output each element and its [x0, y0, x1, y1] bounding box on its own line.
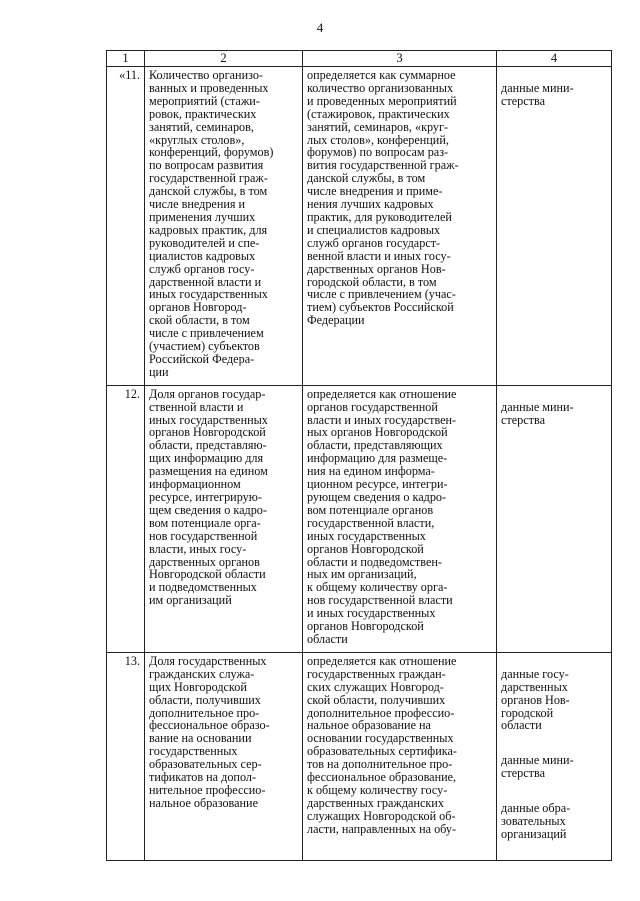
data-source-item: данные мини- стерства — [501, 753, 574, 781]
table-row — [107, 652, 612, 860]
header-cell: 1 — [107, 51, 145, 67]
row-number: «11. — [107, 67, 145, 386]
calculation-method: определяется как отношение органов государственной власти и иных государствен- ных органов Новгородской области, представляющих информацию для размеще- ния на едином информа- ционном ресурсе, интегри- рующем сведения о кадро- вом потенциале органов государственной власти, иных государственных органов Новгородской области и подведомствен- ных им организаций, к общему количеству орга- нов государственной власти и иных государственных органов Новгородской области — [303, 385, 497, 652]
data-source-item: данные обра- зовательных организаций — [501, 800, 571, 841]
table-row — [107, 385, 612, 652]
indicator-name: Количество организо- ванных и проведенных мероприятий (стажи- ровок, практических занятий, семинаров, «круглых столов», конференций, форумов) по вопросам развития государственной граж- данской службы, в том числе внедрения и применения лучших кадровых практик, для руководителей и спе- циалистов кадровых служб органов госу- дарственной власти и иных государственных органов Новгород- ской области, в том числе с привлечением (участием) субъектов Российской Федера- ции — [145, 67, 303, 386]
data-source-item: данные мини- стерства — [501, 399, 574, 427]
header-cell: 4 — [497, 51, 612, 67]
data-source — [497, 67, 612, 386]
indicators-table — [106, 50, 612, 861]
data-source — [497, 652, 612, 860]
table-header-row — [107, 51, 612, 67]
data-source — [497, 385, 612, 652]
calculation-method: определяется как суммарное количество организованных и проведенных мероприятий (стажировок, практических занятий, семинаров, «круг- лых столов», конференций, форумов) по вопросам раз- вития государственной граж- данской службы, в том числе внедрения и приме- нения лучших кадровых практик, для руководителей и специалистов кадровых служб органов государст- венной власти и иных госу- дарственных органов Нов- городской области, в том числе с привлечением (учас- тием) субъектов Российской Федерации — [303, 67, 497, 386]
header-cell: 3 — [303, 51, 497, 67]
row-number: 13. — [107, 652, 145, 860]
header-cell: 2 — [145, 51, 303, 67]
indicator-name: Доля органов государ- ственной власти и иных государственных органов Новгородской области, представляю- щих информацию для размещения на едином информационном ресурсе, интегрирую- щем сведения о кадро- вом потенциале орга- нов государственной власти, иных госу- дарственных органов Новгородской области и подведомственных им организаций — [145, 385, 303, 652]
table-row — [107, 67, 612, 386]
page-number: 4 — [316, 20, 324, 35]
row-number: 12. — [107, 385, 145, 652]
calculation-method: определяется как отношение государственных граждан- ских служащих Новгород- ской области, получивших дополнительное профессио- нальное образование на основании государственных образовательных сертифика- тов на дополнительное про- фессиональное образование, к общему количеству госу- дарственных гражданских служащих Новгородской об- ласти, направленных на обу- — [303, 652, 497, 860]
indicator-name: Доля государственных гражданских служа- щих Новгородской области, получивших дополнительное про- фессиональное образо- вание на основании государственных образовательных сер- тификатов на допол- нительное профессио- нальное образование — [145, 652, 303, 860]
data-source-item: данные госу- дарственных органов Нов- городской области — [501, 666, 570, 733]
data-source-item: данные мини- стерства — [501, 80, 574, 108]
